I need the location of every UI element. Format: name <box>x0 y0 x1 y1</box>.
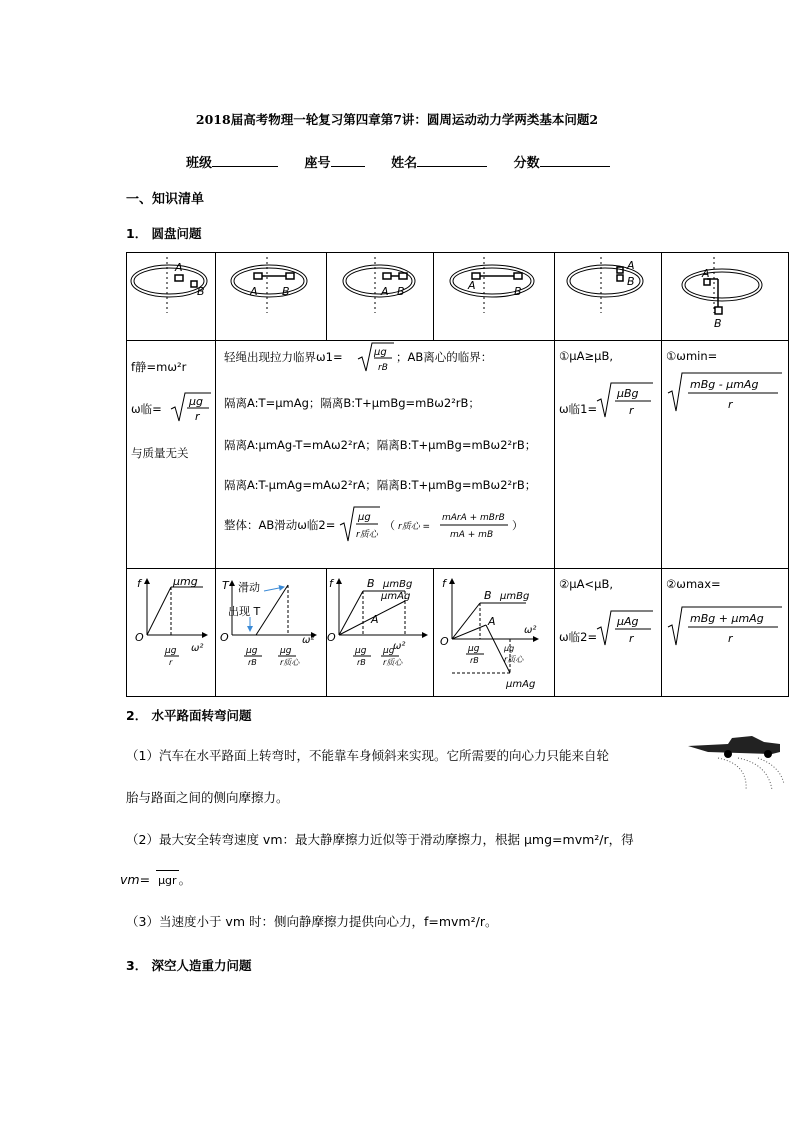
paragraph-1: （1）汽车在水平路面上转弯时，不能靠车身倾斜来实现。它所需要的向心力只能来自轮 <box>126 748 609 763</box>
svg-text:T: T <box>222 579 229 592</box>
car-turning-illustration <box>688 734 788 794</box>
svg-text:O: O <box>220 631 229 644</box>
svg-text:A: A <box>488 615 496 628</box>
omega-crit2-lhs: ω临2= <box>559 630 598 644</box>
svg-text:rB: rB <box>357 658 366 667</box>
svg-text:mBg - μmAg: mBg - μmAg <box>690 378 759 391</box>
svg-text:μg: μg <box>383 646 395 656</box>
diagram-cell-2 <box>216 253 327 341</box>
svg-text:mA + mB: mA + mB <box>450 530 494 540</box>
svg-text:B: B <box>627 275 635 288</box>
omega-min-cell <box>662 341 789 569</box>
omega1-radical <box>356 341 396 375</box>
section-heading-1: 一、知识清单 <box>126 192 205 207</box>
disc-problem-table <box>126 252 789 697</box>
svg-text:B: B <box>397 285 405 298</box>
omega-whole-formula <box>338 505 538 545</box>
svg-text:r质心: r质心 <box>504 655 524 664</box>
mass-independence-note: 与质量无关 <box>131 446 189 460</box>
paragraph-2: （2）最大安全转弯速度 vm：最大静摩擦力近似等于滑动摩擦力，根据 μmg=mvm²/r，得 <box>126 832 634 847</box>
svg-text:（: （ <box>384 519 395 532</box>
diagram-cell-4 <box>434 253 555 341</box>
svg-text:μg: μg <box>374 347 387 358</box>
svg-text:μg: μg <box>189 395 203 408</box>
score-label: 分数 <box>513 156 540 171</box>
svg-text:A: A <box>371 613 379 626</box>
svg-text:O: O <box>135 631 144 644</box>
name-label: 姓名 <box>391 156 418 171</box>
diagram-cell-1 <box>127 253 216 341</box>
svg-text:rB: rB <box>248 658 257 667</box>
svg-text:B: B <box>197 285 205 298</box>
graph-cell-3 <box>327 569 434 697</box>
friction-graph-1 <box>127 569 215 693</box>
svg-text:r: r <box>728 398 733 411</box>
seat-label: 座号 <box>304 156 331 171</box>
svg-text:f: f <box>329 577 333 590</box>
svg-text:μmBg: μmBg <box>500 591 530 602</box>
svg-text:r: r <box>629 632 634 645</box>
svg-text:滑动: 滑动 <box>238 581 260 594</box>
mu-a-lt-mu-b-cell <box>555 569 662 697</box>
svg-text:rB: rB <box>470 656 479 665</box>
svg-text:r: r <box>195 410 200 423</box>
omega-min-lhs: ①ωmin= <box>666 349 718 363</box>
omega-min-radical <box>666 371 784 415</box>
disc-diagram-1 <box>127 253 215 337</box>
whole-slide-critical: 整体：AB滑动ω临2= <box>224 518 336 532</box>
svg-text:A: A <box>175 261 183 274</box>
graph-cell-4 <box>434 569 555 697</box>
omega-crit1-radical <box>595 381 655 421</box>
omega-critical-lhs: ω临= <box>131 402 162 416</box>
svg-text:μg: μg <box>246 646 258 656</box>
svg-text:ω²: ω² <box>393 641 406 652</box>
svg-text:B: B <box>514 285 522 298</box>
svg-text:O: O <box>327 631 336 644</box>
disc-diagram-6 <box>662 253 788 337</box>
svg-text:mBg + μmAg: mBg + μmAg <box>690 612 764 625</box>
tension-graph <box>216 569 326 693</box>
svg-text:μg: μg <box>358 512 371 523</box>
paragraph-3: （3）当速度小于 vm 时：侧向静摩擦力提供向心力，f=mvm²/r。 <box>126 914 498 929</box>
static-friction-cell <box>127 341 216 569</box>
svg-text:μg: μg <box>355 646 367 656</box>
svg-text:r: r <box>629 404 634 417</box>
svg-text:ω²: ω² <box>191 643 204 654</box>
class-label: 班级 <box>186 156 213 171</box>
sub-heading-2: 2． 水平路面转弯问题 <box>126 708 252 723</box>
svg-text:f: f <box>137 577 141 590</box>
vm-end: 。 <box>178 872 192 887</box>
isolation-line-3: 隔离A:T-μmAg=mAω2²rA；隔离B:T+μmBg=mBω2²rB； <box>224 478 537 492</box>
svg-text:A: A <box>381 285 389 298</box>
friction-graph-3 <box>327 569 433 693</box>
svg-text:ω²: ω² <box>302 635 315 646</box>
isolation-line-1: 隔离A:T=μmAg；隔离B:T+μmBg=mBω2²rB； <box>224 396 480 410</box>
info-line <box>186 152 610 171</box>
sub-heading-1: 1． 圆盘问题 <box>126 226 202 241</box>
svg-text:mArA + mBrB: mArA + mBrB <box>442 513 505 523</box>
disc-diagram-5 <box>555 253 661 337</box>
omega-crit2-radical <box>595 609 655 649</box>
omega-max-lhs: ②ωmax= <box>666 577 721 591</box>
svg-text:r: r <box>728 632 733 645</box>
name-blank <box>417 153 487 167</box>
svg-text:μAg: μAg <box>617 615 639 628</box>
svg-text:r质心: r质心 <box>383 658 403 667</box>
svg-text:μg: μg <box>468 644 480 654</box>
score-blank <box>540 153 610 167</box>
svg-text:μg: μg <box>165 646 177 656</box>
condition-mu-a-ge-mu-b: ①μA≥μB, <box>559 349 613 363</box>
isolation-line-2: 隔离A:μmAg-T=mAω2²rA；隔离B:T+μmBg=mBω2²rB； <box>224 438 537 452</box>
graph-cell-2 <box>216 569 327 697</box>
svg-text:A: A <box>627 259 635 272</box>
omega-max-radical <box>666 605 784 649</box>
diagram-cell-6 <box>662 253 789 341</box>
disc-diagram-3 <box>327 253 433 337</box>
diagram-cell-5 <box>555 253 662 341</box>
paragraph-2-continued <box>120 870 191 891</box>
condition-mu-a-lt-mu-b: ②μA<μB, <box>559 577 613 591</box>
graph-cell-1 <box>127 569 216 697</box>
vm-lhs: vm= <box>120 872 151 887</box>
svg-text:μmAg: μmAg <box>381 591 411 602</box>
svg-text:μg: μg <box>280 646 292 656</box>
disc-diagram-2 <box>216 253 326 337</box>
diagram-cell-3 <box>327 253 434 341</box>
svg-text:μmg: μmg <box>173 575 198 588</box>
class-blank <box>212 153 278 167</box>
rope-tension-critical: 轻绳出现拉力临界ω1= <box>224 350 343 364</box>
vm-radical: μgr <box>156 870 179 891</box>
svg-text:B: B <box>367 577 375 590</box>
f-static-formula: f静=mω²r <box>131 360 187 374</box>
svg-text:r: r <box>169 658 173 667</box>
omega-crit1-lhs: ω临1= <box>559 402 598 416</box>
sub-heading-3: 3． 深空人造重力问题 <box>126 958 252 973</box>
disc-diagram-4 <box>434 253 554 337</box>
svg-text:B: B <box>484 589 492 602</box>
rope-analysis-cell <box>216 341 555 569</box>
svg-text:r质心: r质心 <box>356 530 378 540</box>
ab-centrifugal-critical: ；AB离心的临界： <box>396 350 493 364</box>
svg-text:A: A <box>250 285 258 298</box>
svg-text:ω²: ω² <box>524 625 537 636</box>
svg-text:μBg: μBg <box>617 387 639 400</box>
paragraph-1-continued: 胎与路面之间的侧向摩擦力。 <box>126 790 289 805</box>
svg-text:A: A <box>468 279 476 292</box>
svg-text:μg: μg <box>504 644 515 653</box>
svg-text:f: f <box>442 577 446 590</box>
svg-text:μmAg: μmAg <box>506 679 536 690</box>
omega-critical-radical <box>169 391 213 425</box>
svg-text:μmBg: μmBg <box>383 579 413 590</box>
svg-text:A: A <box>702 267 710 280</box>
svg-text:）: ） <box>512 519 523 532</box>
mu-a-ge-mu-b-cell <box>555 341 662 569</box>
svg-text:O: O <box>440 635 449 648</box>
svg-text:r质心 =: r质心 = <box>398 522 431 532</box>
svg-text:rB: rB <box>378 363 388 373</box>
svg-text:B: B <box>714 317 722 330</box>
friction-graph-4 <box>434 569 554 693</box>
svg-text:出现 T: 出现 T <box>228 605 261 618</box>
page-title: 2018届高考物理一轮复习第四章第7讲：圆周运动动力学两类基本问题2 <box>195 112 599 127</box>
omega-max-cell <box>662 569 789 697</box>
seat-blank <box>331 153 365 167</box>
svg-text:B: B <box>282 285 290 298</box>
svg-text:r质心: r质心 <box>280 658 300 667</box>
